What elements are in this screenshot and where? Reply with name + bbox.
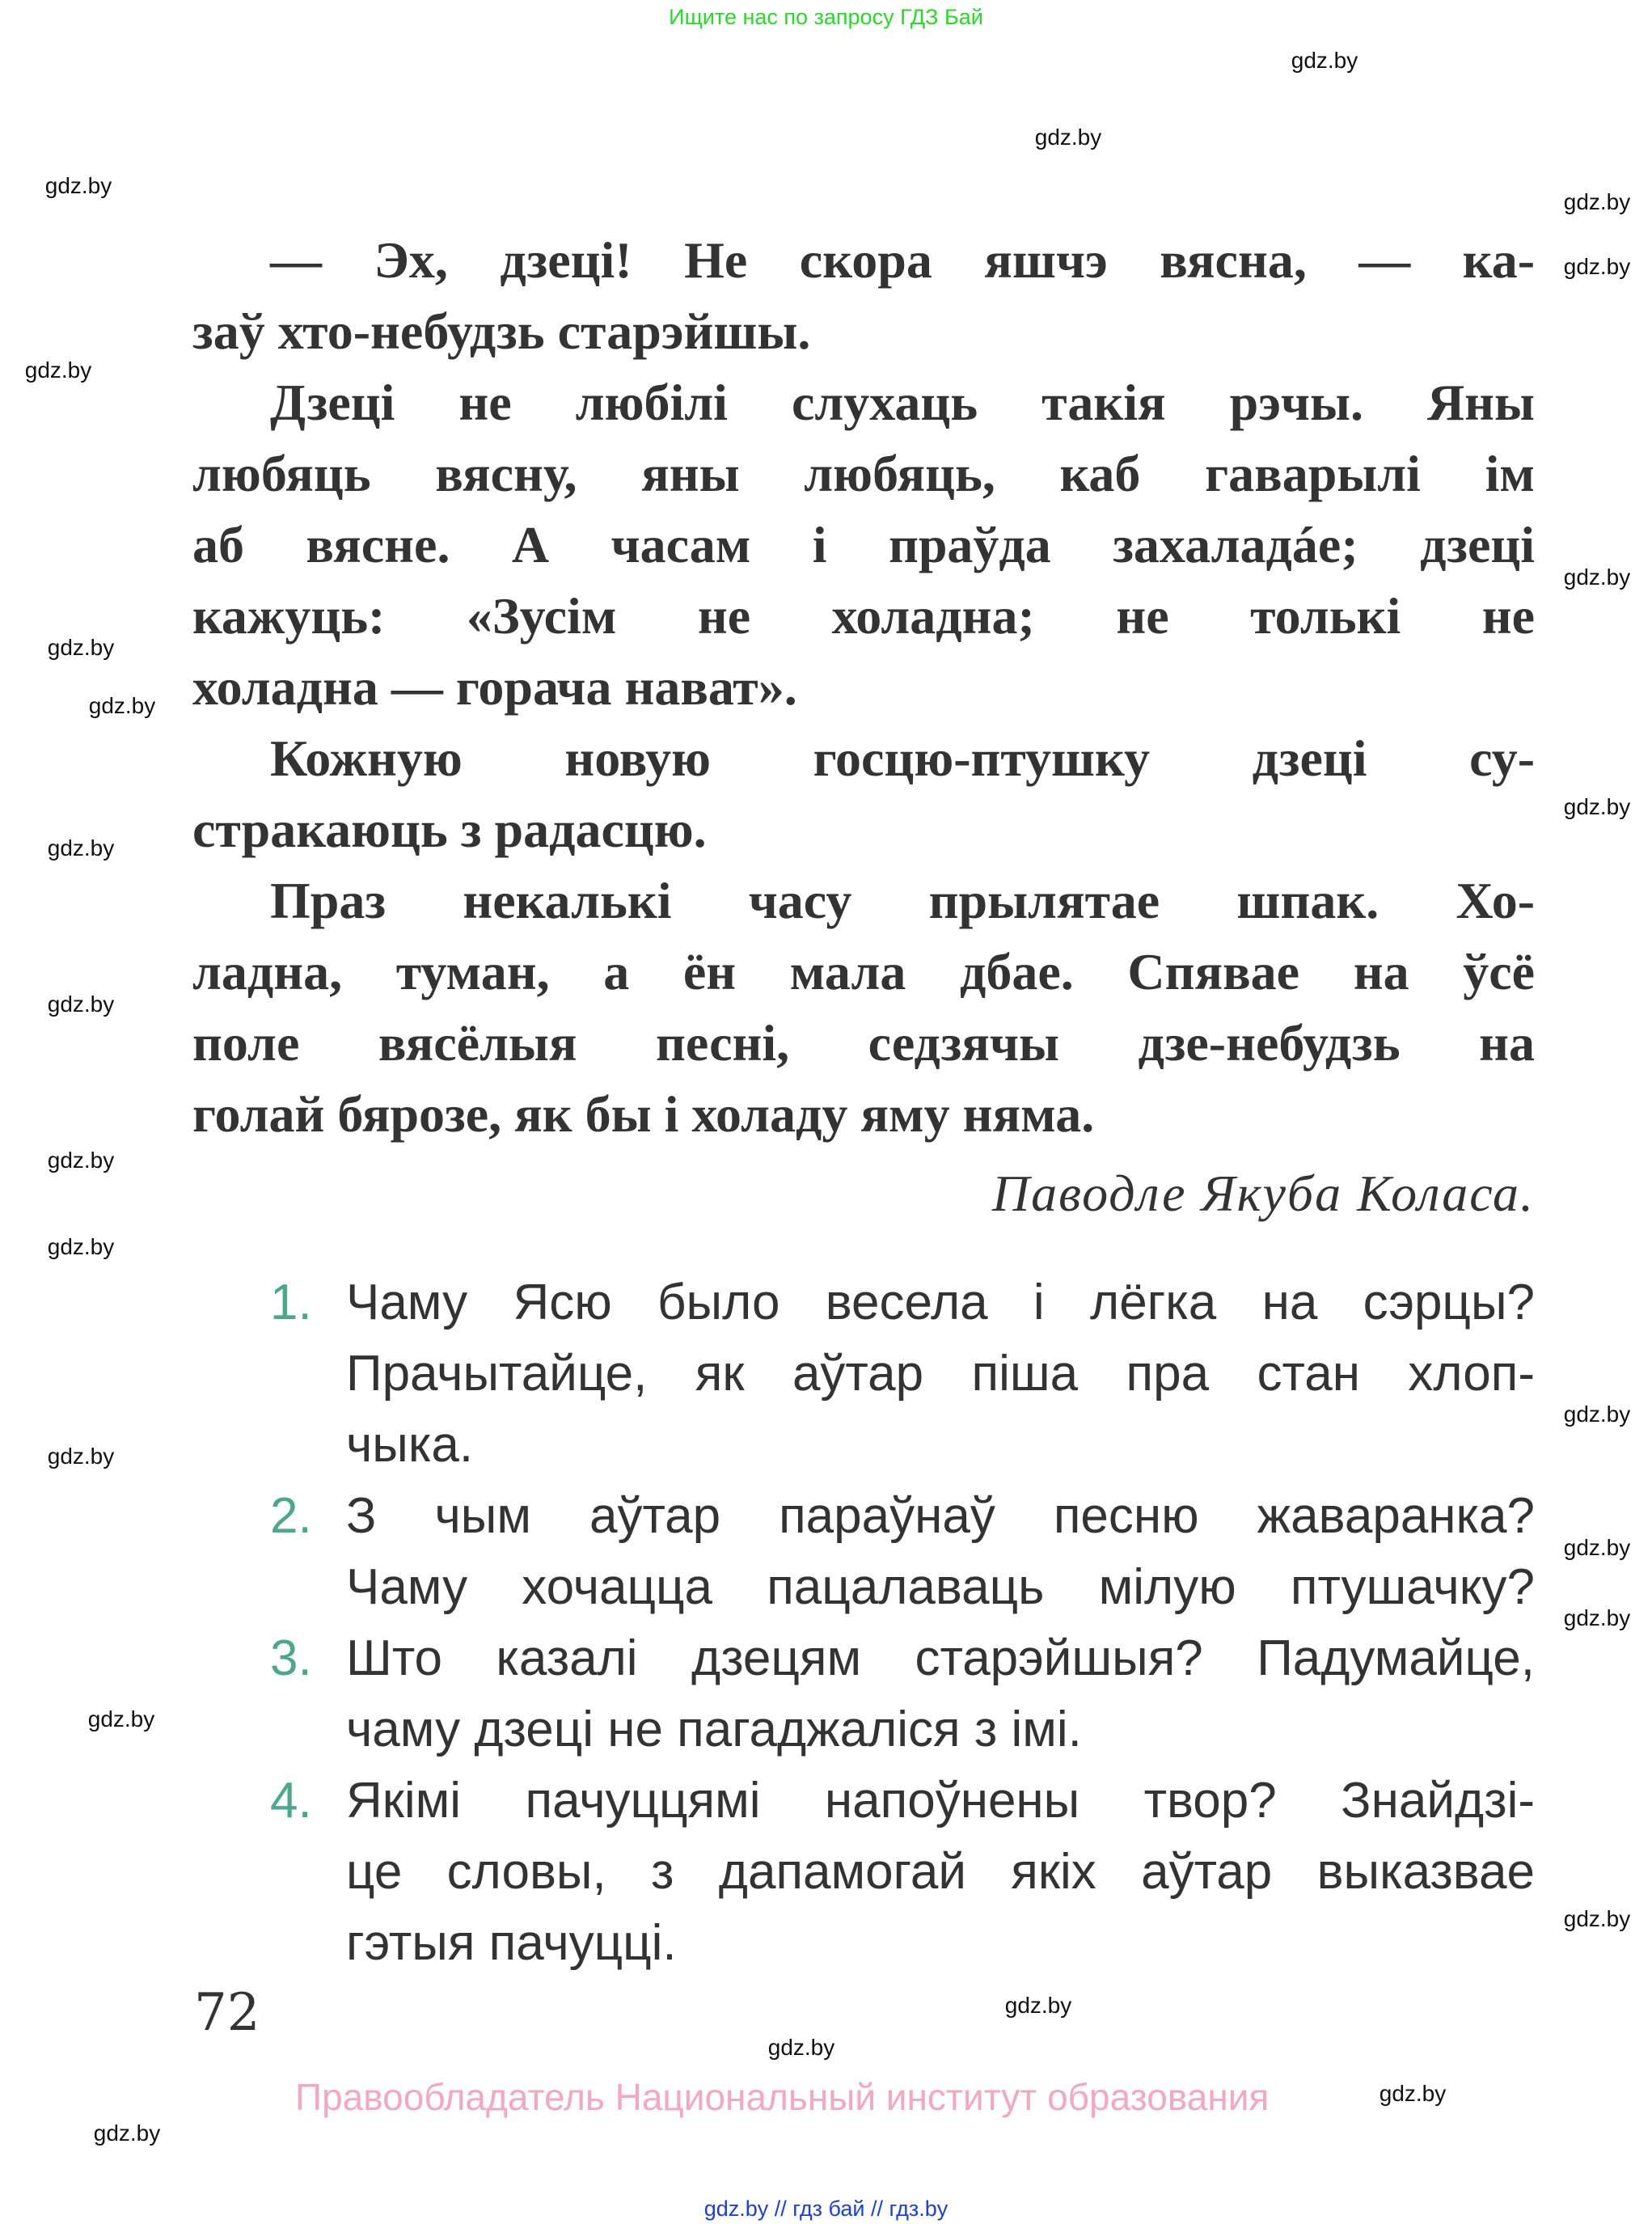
watermark-text: gdz.by bbox=[87, 1706, 155, 1731]
question-line: це словы, з дапамогай якіх аўтар выказвае bbox=[346, 1844, 1535, 1900]
text-line: поле вясёлыя песні, седзячы дзе-небудзь на bbox=[192, 1014, 1535, 1072]
text-line: холадна — горача нават». bbox=[192, 658, 797, 716]
search-banner: Ищите нас по запросу ГДЗ Бай bbox=[669, 5, 983, 29]
question-line: чаму дзеці не пагаджаліся з імі. bbox=[346, 1702, 1082, 1757]
text-line: голай бярозе, як бы і холаду яму няма. bbox=[192, 1085, 1095, 1143]
question-line: гэтыя пачуцці. bbox=[346, 1915, 677, 1971]
question-line: Прачытайце, як аўтар піша пра стан хлоп- bbox=[346, 1346, 1535, 1402]
watermark-text: gdz.by bbox=[1563, 1535, 1631, 1560]
watermark-text: gdz.by bbox=[1034, 125, 1102, 150]
watermark-text: gdz.by bbox=[47, 1148, 115, 1173]
watermark-text: gdz.by bbox=[47, 835, 115, 860]
watermark-text: gdz.by bbox=[1563, 564, 1631, 590]
watermark-text: gdz.by bbox=[1004, 1993, 1072, 2018]
watermark-text: gdz.by bbox=[1379, 2081, 1447, 2106]
watermark-text: gdz.by bbox=[1563, 1402, 1631, 1427]
text-line: Кожную новую госцю-птушку дзеці су- bbox=[270, 729, 1535, 787]
watermark-text: gdz.by bbox=[47, 1444, 115, 1469]
watermark-text: gdz.by bbox=[47, 991, 115, 1017]
question-line: Чаму хочацца пацалаваць мілую птушачку? bbox=[346, 1559, 1535, 1615]
watermark-text: gdz.by bbox=[1563, 794, 1631, 819]
copyright-notice: Правообладатель Национальный институт образования bbox=[295, 2076, 1270, 2118]
text-line: аб вясне. А часам і праўда захаладáе; дзеці bbox=[192, 516, 1535, 573]
text-line: Дзеці не любілі слухаць такія рэчы. Яны bbox=[270, 374, 1535, 431]
watermark-text: gdz.by bbox=[1291, 48, 1358, 73]
text-line: стракаюць з радасцю. bbox=[192, 801, 707, 858]
question-line: Якімі пачуццямі напоўнены твор? Знайдзі- bbox=[346, 1773, 1535, 1829]
watermark-text: gdz.by bbox=[1563, 1605, 1631, 1630]
watermark-text: gdz.by bbox=[1563, 189, 1631, 214]
page-number: 72 bbox=[194, 1983, 260, 2043]
text-line: ладна, туман, а ён мала дбае. Спявае на ўсё bbox=[192, 943, 1535, 1000]
text-line: кажуць: «Зусім не холадна; не толькі не bbox=[192, 587, 1535, 645]
question-number: 2. bbox=[270, 1488, 312, 1544]
watermark-text: gdz.by bbox=[88, 693, 156, 718]
text-line: любяць вясну, яны любяць, каб гаварылі ім bbox=[192, 445, 1535, 502]
watermark-text: gdz.by bbox=[47, 1234, 115, 1259]
attribution: Паводле Якуба Коласа. bbox=[991, 1165, 1535, 1222]
question-number: 3. bbox=[270, 1630, 312, 1686]
question-line: Што казалі дзецям старэйшыя? Падумайце, bbox=[346, 1630, 1535, 1686]
watermark-text: gdz.by bbox=[47, 635, 115, 660]
question-line: чыка. bbox=[346, 1417, 474, 1473]
question-line: Чаму Ясю было весела і лёгка на сэрцы? bbox=[346, 1275, 1535, 1330]
watermark-text: gdz.by bbox=[24, 357, 92, 383]
question-number: 1. bbox=[270, 1275, 312, 1330]
footer-links[interactable]: gdz.by // гдз бай // гдз.by bbox=[703, 2197, 949, 2221]
watermark-text: gdz.by bbox=[93, 2120, 161, 2146]
question-line: З чым аўтар параўнаў песню жаваранка? bbox=[346, 1488, 1535, 1544]
watermark-text: gdz.by bbox=[44, 173, 112, 198]
question-number: 4. bbox=[270, 1773, 312, 1829]
text-line: — Эх, дзеці! Не скора яшчэ вясна, — ка- bbox=[270, 231, 1535, 289]
watermark-text: gdz.by bbox=[767, 2035, 835, 2060]
watermark-text: gdz.by bbox=[1563, 254, 1631, 279]
watermark-text: gdz.by bbox=[1563, 1906, 1631, 1931]
text-line: Праз некалькі часу прылятае шпак. Хо- bbox=[270, 872, 1535, 929]
text-line: заў хто-небудзь старэйшы. bbox=[192, 302, 811, 360]
